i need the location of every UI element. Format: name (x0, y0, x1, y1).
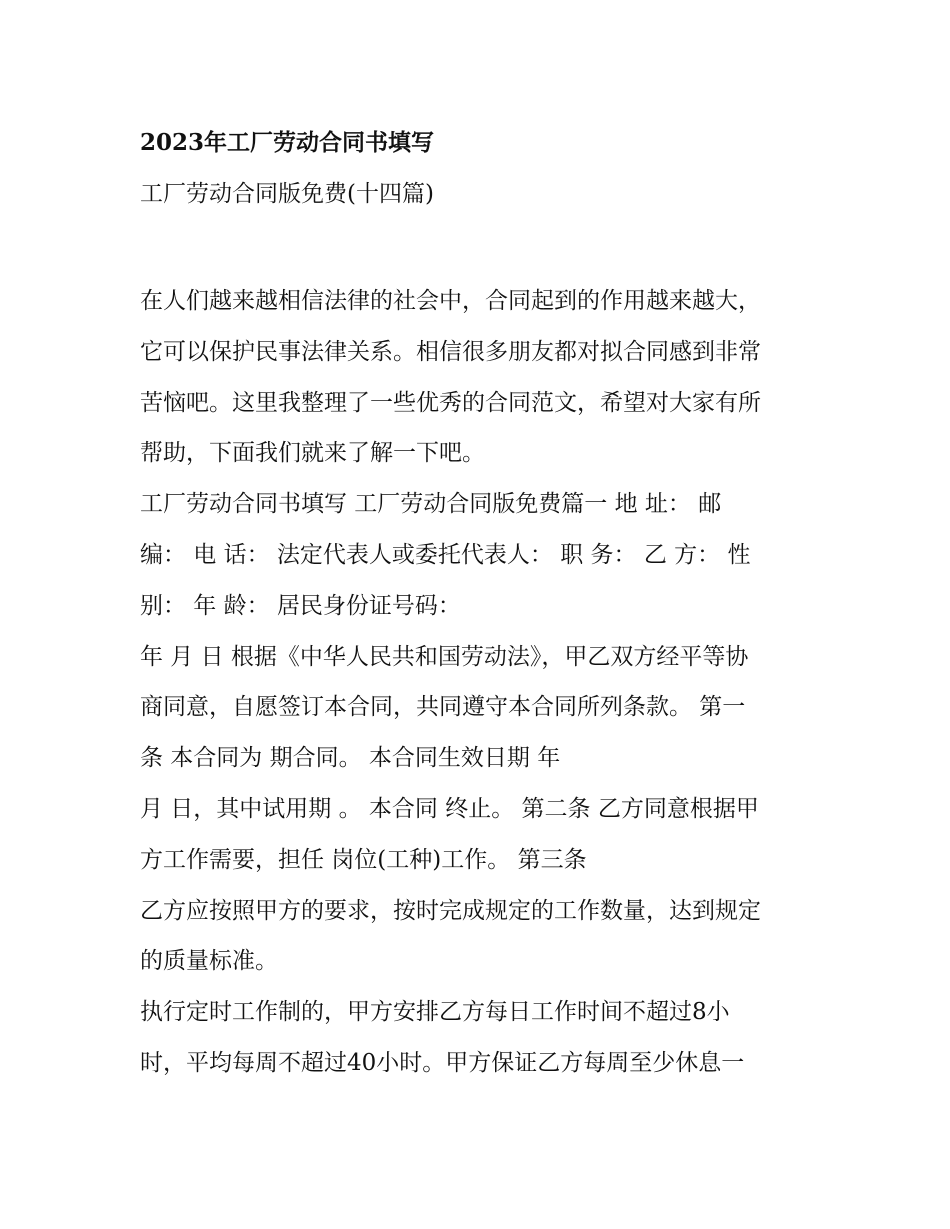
body-line: 执行定时工作制的，甲方安排乙方每日工作时间不超过8小 (140, 999, 730, 1026)
title-line-1: 2023年工厂劳动合同书填写 (140, 129, 435, 156)
body-line: 乙方应按照甲方的要求，按时完成规定的工作数量，达到规定 (140, 897, 761, 924)
body-line: 时，平均每周不超过40小时。甲方保证乙方每周至少休息一 (140, 1049, 745, 1076)
body-line: 帮助，下面我们就来了解一下吧。 (140, 440, 485, 467)
body-line: 编： 电 话： 法定代表人或委托代表人： 职 务： 乙 方： 性 (140, 541, 751, 568)
body-line: 月 日，其中试用期 。 本合同 终止。 第二条 乙方同意根据甲 (140, 795, 759, 822)
document-body (140, 276, 820, 1089)
body-line: 条 本合同为 期合同。 本合同生效日期 年 (140, 745, 561, 772)
document-title (140, 118, 820, 220)
body-line: 工厂劳动合同书填写 工厂劳动合同版免费篇一 地 址： 邮 (140, 491, 722, 518)
body-line: 方工作需要，担任 岗位(工种)工作。 第三条 (140, 846, 587, 873)
body-line: 年 月 日 根据《中华人民共和国劳动法》，甲乙双方经平等协 (140, 643, 749, 670)
body-line: 别： 年 龄： 居民身份证号码： (140, 592, 461, 619)
body-line: 在人们越来越相信法律的社会中，合同起到的作用越来越大， (140, 288, 761, 314)
body-line: 它可以保护民事法律关系。相信很多朋友都对拟合同感到非常 (140, 338, 761, 365)
title-line-2: 工厂劳动合同版免费(十四篇) (140, 180, 434, 207)
body-line: 苦恼吧。这里我整理了一些优秀的合同范文，希望对大家有所 (140, 389, 761, 416)
body-line: 商同意，自愿签订本合同，共同遵守本合同所列条款。 第一 (140, 694, 746, 721)
body-line: 的质量标准。 (140, 948, 278, 975)
